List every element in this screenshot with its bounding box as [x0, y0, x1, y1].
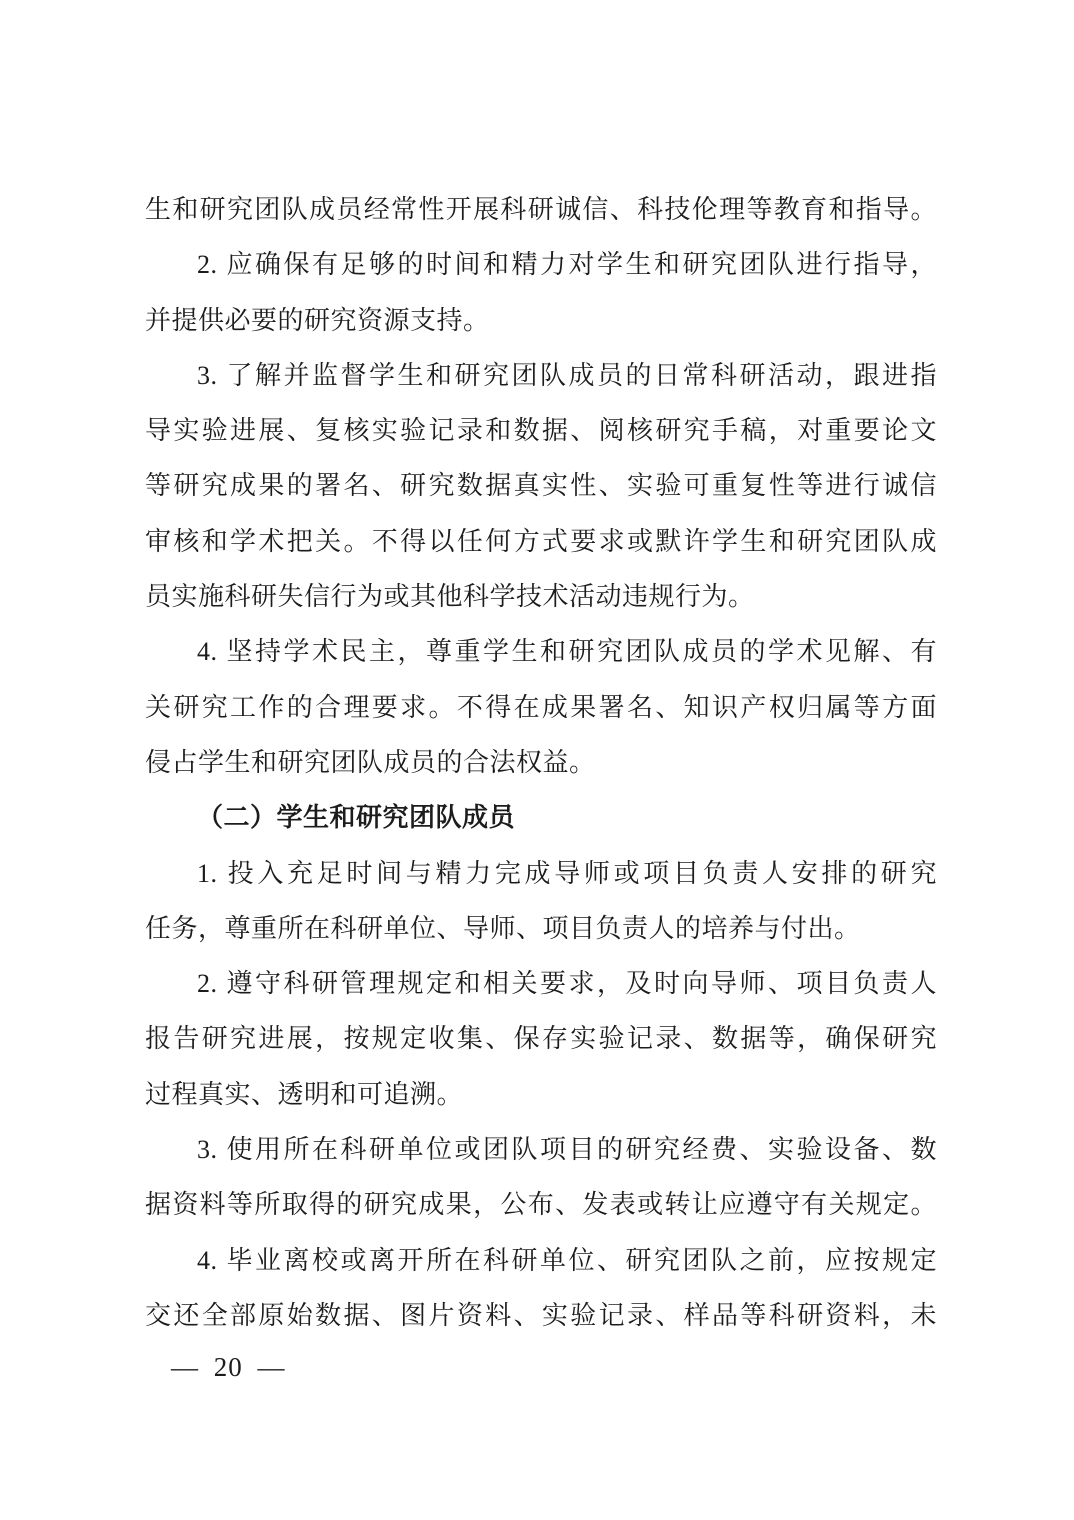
text-line: 1. 投入充足时间与精力完成导师或项目负责人安排的研究 [197, 858, 937, 888]
text-line: 等研究成果的署名、研究数据真实性、实验可重复性等进行诚信 [145, 471, 937, 501]
document-text [145, 182, 937, 1343]
text-line: 关研究工作的合理要求。不得在成果署名、知识产权归属等方面 [145, 692, 937, 722]
text-line: 3. 了解并监督学生和研究团队成员的日常科研活动，跟进指 [197, 360, 937, 390]
text-line: 生和研究团队成员经常性开展科研诚信、科技伦理等教育和指导。 [145, 195, 937, 224]
text-line: （二）学生和研究团队成员 [197, 803, 516, 833]
text-line: 任务，尊重所在科研单位、导师、项目负责人的培养与付出。 [145, 913, 861, 943]
text-line: 侵占学生和研究团队成员的合法权益。 [145, 747, 596, 777]
text-line: 审核和学术把关。不得以任何方式要求或默许学生和研究团队成 [145, 526, 937, 556]
text-line: 3. 使用所在科研单位或团队项目的研究经费、实验设备、数 [197, 1135, 937, 1165]
text-line: 据资料等所取得的研究成果，公布、发表或转让应遵守有关规定。 [145, 1190, 937, 1220]
text-line: 4. 坚持学术民主，尊重学生和研究团队成员的学术见解、有 [197, 637, 937, 667]
text-line: 过程真实、透明和可追溯。 [145, 1079, 464, 1109]
text-line: 交还全部原始数据、图片资料、实验记录、样品等科研资料，未 [145, 1300, 937, 1330]
text-line: 2. 遵守科研管理规定和相关要求，及时向导师、项目负责人 [197, 969, 937, 999]
text-line: 报告研究进展，按规定收集、保存实验记录、数据等，确保研究 [145, 1024, 937, 1054]
text-line: 4. 毕业离校或离开所在科研单位、研究团队之前，应按规定 [197, 1245, 937, 1275]
text-line: 员实施科研失信行为或其他科学技术活动违规行为。 [145, 582, 755, 612]
text-line: 2. 应确保有足够的时间和精力对学生和研究团队进行指导， [197, 250, 937, 280]
page-number: — 20 — [171, 1352, 286, 1382]
text-line: 并提供必要的研究资源支持。 [145, 305, 490, 335]
text-line: 导实验进展、复核实验记录和数据、阅核研究手稿，对重要论文 [145, 416, 937, 446]
